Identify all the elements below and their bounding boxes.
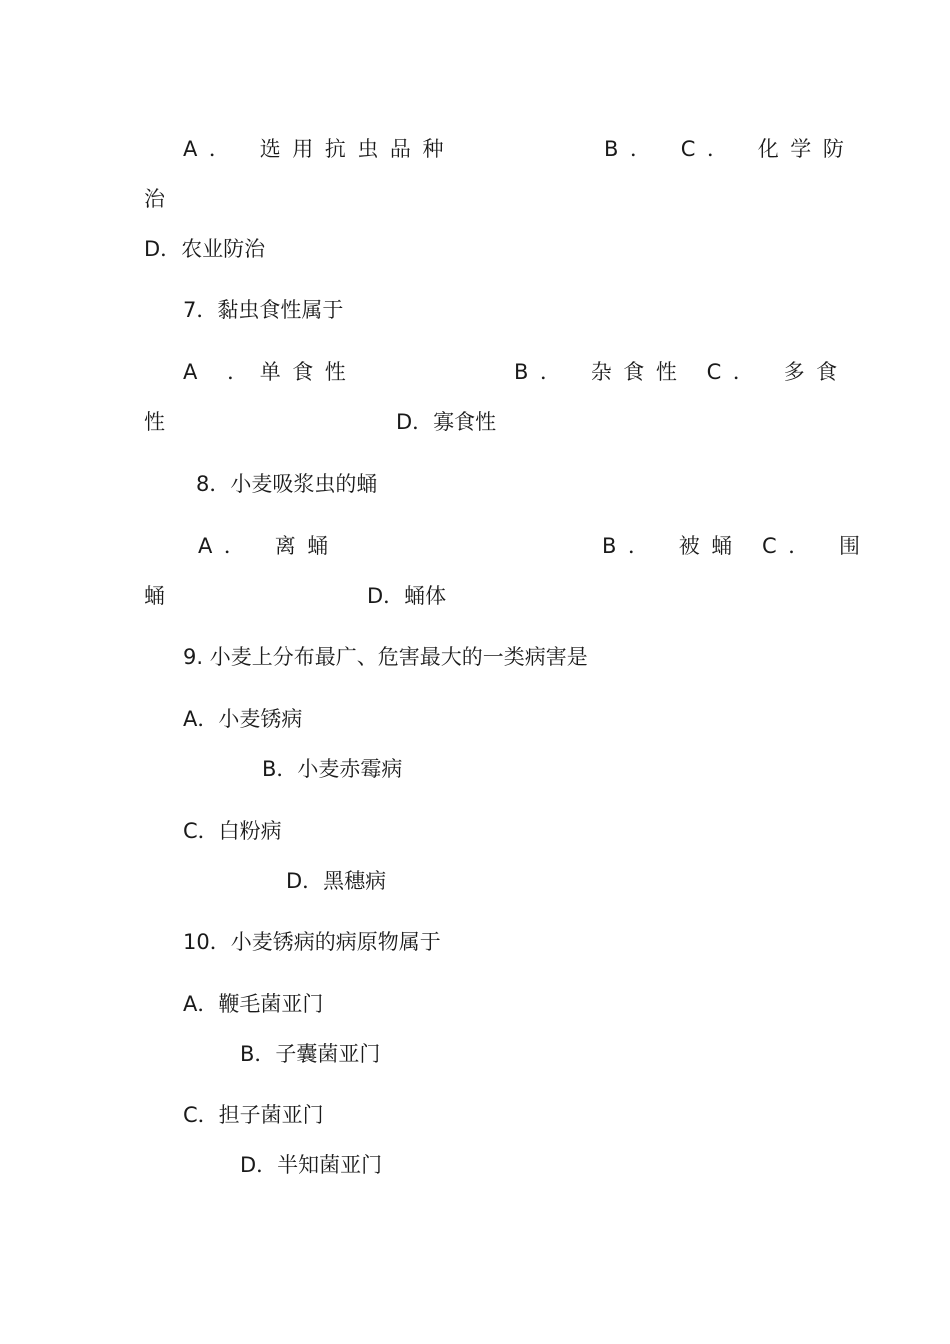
- q9-option-c: C．白粉病: [183, 819, 282, 843]
- q7-stem: 7．黏虫食性属于: [183, 298, 344, 322]
- q10-option-c: C．担子菌亚门: [183, 1103, 324, 1127]
- q6-option-c-wrap: 治: [144, 187, 165, 211]
- q10-option-a: A．鞭毛菌亚门: [183, 992, 324, 1016]
- q7-option-c-wrap: 性: [144, 410, 165, 434]
- q6-option-a: A． 选用抗虫品种: [183, 137, 455, 161]
- q10-stem: 10．小麦锈病的病原物属于: [183, 930, 441, 954]
- q9-stem: 9. 小麦上分布最广、危害最大的一类病害是: [183, 645, 588, 669]
- q9-option-d: D．黑穗病: [286, 869, 387, 893]
- q8-option-bc: B． 被蛹 C． 围: [602, 534, 872, 558]
- q8-option-d: D．蛹体: [367, 584, 447, 608]
- q7-option-d: D．寡食性: [396, 410, 497, 434]
- q8-option-c-wrap: 蛹: [144, 584, 165, 608]
- q9-option-a: A．小麦锈病: [183, 707, 303, 731]
- q6-option-bc: B． C． 化学防: [604, 137, 856, 161]
- q8-option-a: A． 离蛹: [198, 534, 340, 558]
- q7-option-a: A ．单食性: [183, 360, 358, 384]
- q10-option-d: D．半知菌亚门: [240, 1153, 383, 1177]
- q6-option-d: D．农业防治: [144, 237, 266, 261]
- q9-option-b: B．小麦赤霉病: [262, 757, 403, 781]
- q8-stem: 8．小麦吸浆虫的蛹: [196, 472, 378, 496]
- q7-option-bc: B． 杂食性 C． 多食: [514, 360, 849, 384]
- q10-option-b: B．子囊菌亚门: [240, 1042, 381, 1066]
